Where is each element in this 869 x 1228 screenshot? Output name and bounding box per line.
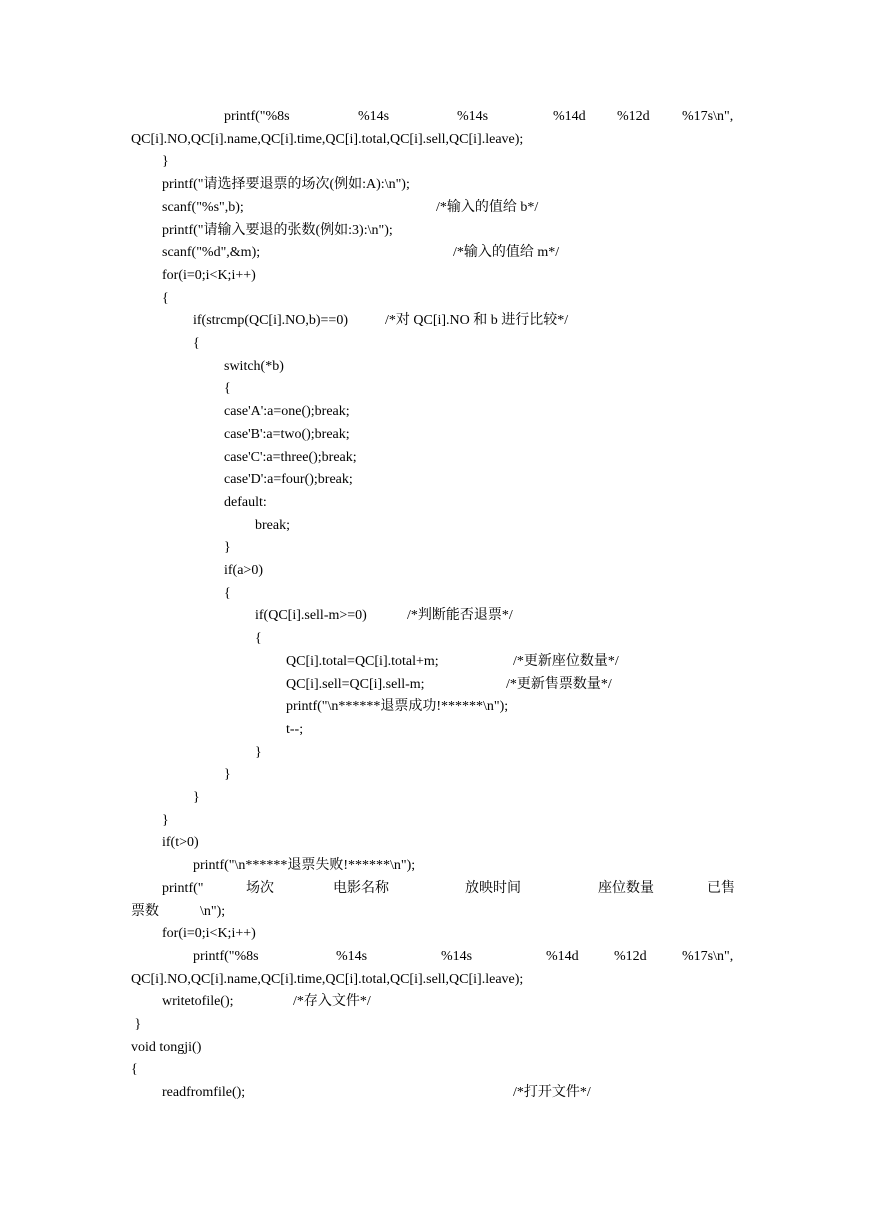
code-segment: 座位数量 [598,881,654,896]
code-text: scanf("%d",&m); [162,245,261,260]
code-segment: \n"); [200,904,226,919]
code-text: printf("请选择要退票的场次(例如:A):\n"); [162,177,410,192]
code-text: { [193,336,200,351]
code-comment: /*存入文件*/ [293,994,371,1009]
code-text: } [162,813,169,828]
code-comment: /*更新售票数量*/ [506,677,612,692]
code-text: { [162,291,169,306]
code-segment: printf("%8s [224,109,290,124]
code-comment: /*输入的值给 m*/ [453,245,560,260]
code-text: readfromfile(); [162,1085,246,1100]
code-segment: 放映时间 [465,881,521,896]
code-text: if(a>0) [224,563,263,578]
code-text: scanf("%s",b); [162,200,244,215]
code-text: { [224,586,231,601]
code-segment: %14s [457,109,489,124]
code-segment: %17s\n", [682,109,734,124]
code-text: for(i=0;i<K;i++) [162,268,256,283]
code-segment: 票数 [131,904,159,919]
code-segment: %14d [546,949,579,964]
code-text: break; [255,518,290,533]
code-segment: %14s [336,949,368,964]
code-text: t--; [286,722,304,737]
code-text: printf("\n******退票失败!******\n"); [193,858,416,873]
code-segment: printf("%8s [193,949,259,964]
code-text: for(i=0;i<K;i++) [162,926,256,941]
code-text: QC[i].NO,QC[i].name,QC[i].time,QC[i].total,QC[i].sell,QC[i].leave); [131,972,524,987]
code-comment: /*对 QC[i].NO 和 b 进行比较*/ [385,313,569,328]
code-text: } [255,745,262,760]
code-text: if(strcmp(QC[i].NO,b)==0) [193,313,348,328]
code-comment: /*更新座位数量*/ [513,654,619,669]
code-text: } [162,154,169,169]
code-segment: %14d [553,109,586,124]
code-text: { [131,1062,138,1077]
code-segment: %17s\n", [682,949,734,964]
code-segment: %14s [358,109,390,124]
code-text: switch(*b) [224,359,284,374]
code-text: case'C':a=three();break; [224,450,357,465]
code-text: { [224,381,231,396]
code-text: } [193,790,200,805]
code-text: case'B':a=two();break; [224,427,350,442]
code-text: QC[i].NO,QC[i].name,QC[i].time,QC[i].total,QC[i].sell,QC[i].leave); [131,132,524,147]
code-segment: 场次 [246,881,274,896]
code-text: } [224,540,231,555]
code-segment: printf(" [162,881,204,896]
code-text: printf("\n******退票成功!******\n"); [286,699,509,714]
code-comment: /*输入的值给 b*/ [436,200,539,215]
code-segment: %14s [441,949,473,964]
code-text: if(t>0) [162,835,199,850]
code-segment: 已售 [707,881,735,896]
code-text: writetofile(); [162,994,234,1009]
code-text: QC[i].total=QC[i].total+m; [286,654,439,669]
code-text: void tongji() [131,1040,202,1055]
code-text: printf("请输入要退的张数(例如:3):\n"); [162,223,393,238]
code-comment: /*判断能否退票*/ [407,608,513,623]
code-text: if(QC[i].sell-m>=0) [255,608,367,623]
code-segment: 电影名称 [333,881,389,896]
code-segment: %12d [614,949,647,964]
code-text: case'D':a=four();break; [224,472,353,487]
code-comment: /*打开文件*/ [513,1085,591,1100]
code-text: } [224,767,231,782]
code-text: { [255,631,262,646]
code-segment: %12d [617,109,650,124]
code-text: case'A':a=one();break; [224,404,350,419]
code-text: QC[i].sell=QC[i].sell-m; [286,677,425,692]
code-text: default: [224,495,267,510]
code-text: } [131,1017,142,1032]
